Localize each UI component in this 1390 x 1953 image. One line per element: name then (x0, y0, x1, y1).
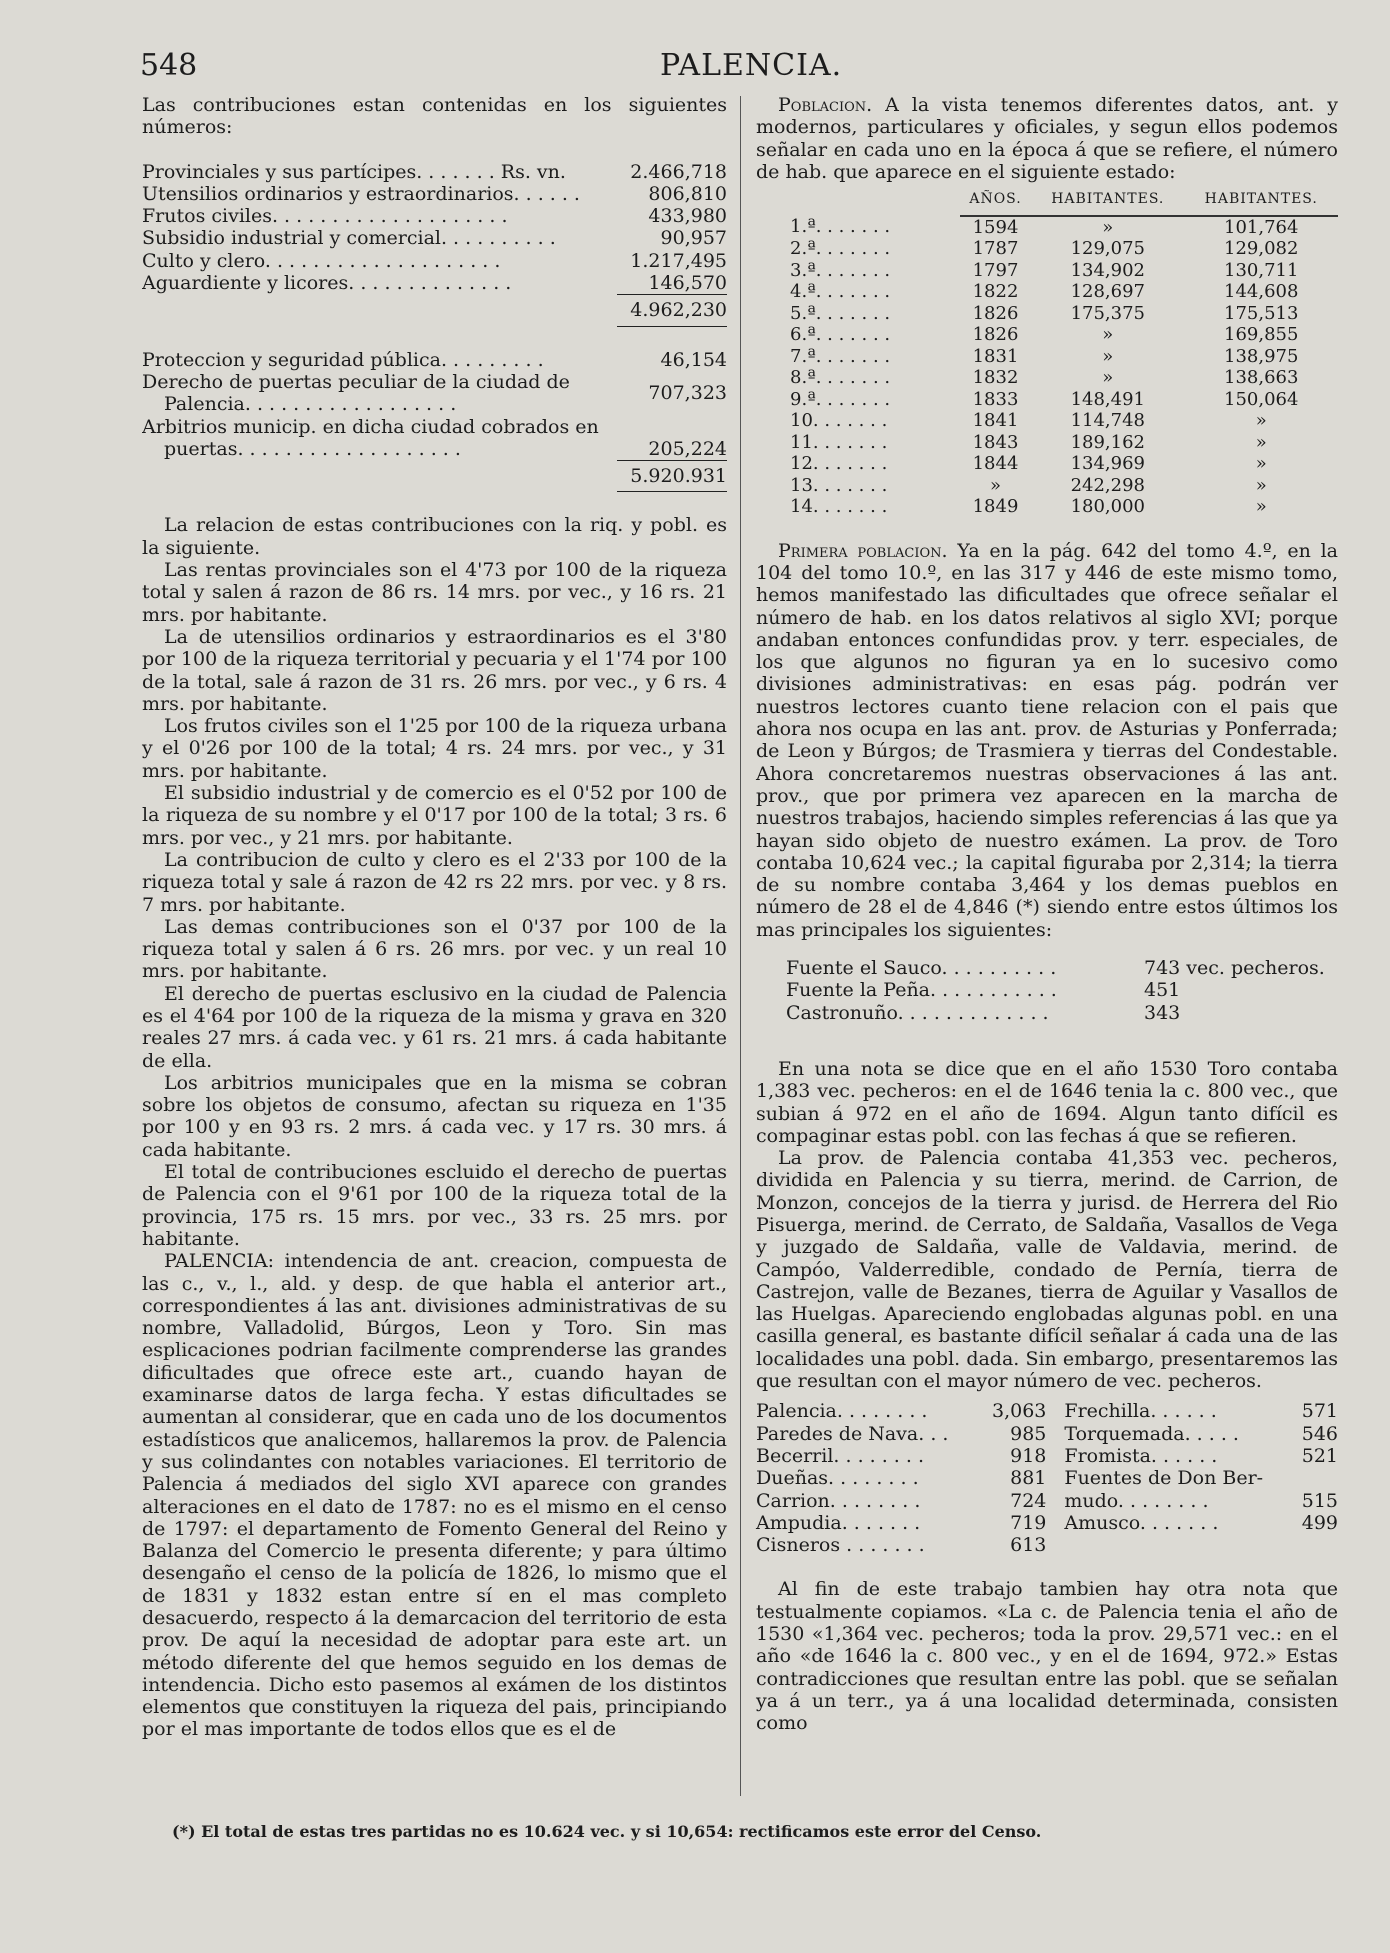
table-cell: Carrion. . . . . . . . (756, 1489, 921, 1512)
table-cell: 169,855 (1224, 324, 1299, 346)
table-cell: » (1255, 474, 1267, 496)
table-cell: 138,975 (1224, 345, 1299, 367)
table-row (756, 281, 1338, 303)
table-row (756, 1445, 1338, 1467)
table-cell: 138,663 (1224, 367, 1299, 389)
table-cell: 918 (1010, 1444, 1047, 1467)
table-cell: 134,902 (1070, 259, 1145, 281)
table-cell: 1831 (972, 345, 1019, 367)
paragraph: Las rentas provinciales son el 4'73 por 100 de la riqueza total y salen á razon de 86 rs. 14 mrs. por vec., y 16 rs. 21 mrs. por habitante. (142, 559, 727, 626)
table-cell: Dueñas. . . . . . . . (756, 1467, 919, 1490)
table-cell: » (1102, 367, 1114, 389)
table-cell: 881 (1010, 1467, 1047, 1490)
table-cell: 150,064 (1224, 388, 1299, 410)
table-row (756, 346, 1338, 368)
table-row (756, 260, 1338, 282)
table-cell: » (1255, 431, 1267, 453)
table-row (756, 1490, 1338, 1512)
table-cell: 242,298 (1070, 474, 1145, 496)
table-cell: » (1255, 453, 1267, 475)
table-cell: 1787 (972, 238, 1019, 260)
right-column (756, 94, 1338, 1735)
section-heading: Poblacion. (778, 94, 873, 116)
table-cell: » (1102, 216, 1114, 238)
table-cell: 1844 (972, 453, 1019, 475)
table-cell: 7.ª. . . . . . . (790, 345, 891, 367)
table-cell: 1826 (972, 324, 1019, 346)
table-cell: » (1102, 324, 1114, 346)
table-cell: 11. . . . . . . (790, 431, 888, 453)
table-cell: 129,075 (1070, 238, 1145, 260)
page-number: 548 (140, 48, 198, 83)
table-cell: Amusco. . . . . . . (1064, 1511, 1219, 1534)
contribution-row: Arbitrios municip. en dicha ciudad cobrados en puertas. . . . . . . . . . . . . . . . . . . 205,224 (142, 415, 727, 460)
paragraph: Los arbitrios municipales que en la misma se cobran sobre los objetos de consumo, afectan su riqueza en 1'35 por 100 y en 93 rs. 2 mrs. á cada vec. y 17 rs. 30 mrs. á cada habitante. (142, 1071, 727, 1161)
table-cell: 9.ª. . . . . . . (790, 388, 891, 410)
table-cell: Paredes de Nava. . . (756, 1422, 949, 1445)
paragraph: El subsidio industrial y de comercio es el 0'52 por 100 de la riqueza de su nombre y el 0'17 por 100 de la total; 3 rs. 6 mrs. por vec., y 21 mrs. por habitante. (142, 782, 727, 849)
poblacion-paragraph: Poblacion. A la vista tenemos diferentes datos, ant. y modernos, particulares y oficiales, y segun ellos podemos señalar en cada uno en la época á que se refiere, el número de hab. que aparece en el siguiente estado: (756, 94, 1338, 183)
table-cell: 515 (1301, 1489, 1338, 1512)
contributions-list (142, 161, 727, 295)
table-cell: 1849 (972, 496, 1019, 518)
left-column (142, 94, 727, 1741)
table-cell: » (1255, 496, 1267, 518)
page-header (0, 48, 1390, 88)
table-cell: 1797 (972, 259, 1019, 281)
table-cell: 1.ª. . . . . . . (790, 216, 891, 238)
table-cell: 985 (1010, 1422, 1047, 1445)
population-table (756, 183, 1338, 518)
paragraph: PALENCIA: intendencia de ant. creacion, compuesta de las c., v., l., ald. y desp. de que habla el anterior art., correspondientes á las ant. divisiones administrativas de su nombre, Valladolid, Búrgos, Leon y Toro. Sin mas esplicaciones podrian facilmente comprenderse las grandes dificultades que ofrece este art., cuando hayan de examinarse datos de larga fecha. Y estas dificultades se aumentan al considerar, que en cada uno de los documentos estadísticos que analicemos, hallaremos la prov. de Palencia y sus colindantes con notables variaciones. El territorio de Palencia á mediados del siglo XVI aparece con grandes alteraciones en el dato de 1787: no es el mismo en el censo de 1797: el departamento de Fomento General del Reino y Balanza del Comercio le presenta diferente; y para último desengaño el censo de la policía de 1826, lo mismo que el de 1831 y 1832 estan entre sí en el mas completo desacuerdo, respecto á la demarcacion del territorio de esta prov. De aquí la necesidad de adoptar para este art. un método diferente del que hemos seguido en los demas de intendencia. Dicho esto pasemos al exámen de los distintos elementos que constituyen la riqueza del pais, principiando por el mas importante de todos ellos que es el de (142, 1250, 727, 1741)
table-cell: 1826 (972, 302, 1019, 324)
contribution-row: Provinciales y sus partícipes. . . . . . . Rs. vn. 2.466,718 (142, 160, 727, 183)
paragraph: El total de contribuciones escluido el derecho de puertas de Palencia con el 9'61 por 100 de la riqueza total de la provincia, 175 rs. 15 mrs. por vec., 33 rs. 25 mrs. por habitante. (142, 1161, 727, 1250)
table-cell: 1833 (972, 388, 1019, 410)
table-row (756, 367, 1338, 389)
table-cell: 521 (1301, 1444, 1338, 1467)
paragraph: La contribucion de culto y clero es el 2'33 por 100 de la riqueza total y sale á razon de 42 rs 22 mrs. por vec. y 8 rs. 7 mrs. por habitante. (142, 848, 727, 916)
table-cell: 1843 (972, 431, 1019, 453)
table-cell: 144,608 (1224, 281, 1299, 303)
table-cell: 4.ª. . . . . . . (790, 281, 891, 303)
extra-contributions (142, 349, 727, 460)
table-cell (1064, 1534, 1295, 1556)
paragraph: La de utensilios ordinarios y estraordinarios es el 3'80 por 100 de la riqueza territorial y pecuaria y el 1'74 por 100 de la total, sale á razon de 31 rs. 26 mrs. por vec., y 6 rs. 4 mrs. por habitante. (142, 625, 727, 715)
table-row (756, 1512, 1338, 1534)
table-row (756, 1467, 1338, 1489)
table-cell: 12. . . . . . . (790, 453, 888, 475)
contribution-row: Utensilios ordinarios y estraordinarios. . . . . . 806,810 (142, 182, 727, 205)
table-row (756, 1423, 1338, 1445)
table-cell: 175,375 (1070, 302, 1145, 324)
table-cell: 499 (1301, 1511, 1338, 1534)
table-cell: 546 (1301, 1422, 1338, 1445)
primera-poblacion-paragraph: Primera poblacion. Ya en la pág. 642 del tomo 4.º, en la 104 del tomo 10.º, en las 317 y 446 de este mismo tomo, hemos manifestado las dificultades que ofrece señalar el número de hab. en los datos relativos al siglo XVI; porque andaban entonces confundidas prov. y terr. especiales, de los que algunos no figuran ya en lo sucesivo como divisiones administrativas: en esas pág. podrán ver nuestros lectores cuanto tiene relacion con el pais que ahora nos ocupa en las ant. prov. de Asturias y Ponferrada; de Leon y Búrgos; de Trasmiera y tierras del Condestable. Ahora concretaremos nuestras observaciones á las ant. prov., que por primera vez aparecen en la marcha de nuestros trabajos, haciendo simples referencias á las que ya hayan sido objeto de nuestro exámen. La prov. de Toro contaba 10,624 vec.; la capital figuraba por 2,314; la tierra de su nombre contaba 3,464 y los demas pueblos en número de 28 el de 4,846 (*) siendo entre estos últimos los mas principales los siguientes: (756, 539, 1338, 941)
table-row (756, 324, 1338, 346)
table-cell: 14. . . . . . . (790, 496, 888, 518)
table-row (756, 453, 1338, 475)
paragraph: La prov. de Palencia contaba 41,353 vec. pecheros, dividida en Palencia y su tierra, merind. de Carrion, de Monzon, concejos de la tierra y jurisd. de Herrera del Rio Pisuerga, merind. de Cerrato, de Saldaña, Vasallos de Vega y juzgado de Saldaña, valle de Valdavia, merind. de Campóo, Valderredible, condado de Pernía, tierra de Castrejon, valle de Bezanes, tierra de Aguilar y Vasallos de las Huelgas. Apareciendo englobadas algunas pobl. en una casilla general, es bastante difícil señalar á cada una de las localidades una pobl. dada. Sin embargo, presentaremos las que resultan con el mayor número de vec. pecheros. (756, 1147, 1338, 1393)
section-heading: Primera poblacion. (778, 539, 948, 562)
table-cell: » (1102, 345, 1114, 367)
table-cell: Frechilla. . . . . . (1064, 1400, 1217, 1423)
table-cell: 148,491 (1070, 388, 1145, 410)
table-cell (1296, 1534, 1338, 1556)
table-cell: Cisneros . . . . . . . (756, 1534, 925, 1557)
list-item: Fuente la Peña. . . . . . . . . . . 451 (786, 979, 1181, 1002)
column-header: HABITANTES. (1185, 183, 1338, 216)
table-row (756, 216, 1338, 239)
table-cell: 719 (1010, 1511, 1047, 1534)
contribution-row: Proteccion y seguridad pública. . . . . . . . . 46,154 (142, 348, 727, 371)
table-cell: 2.ª. . . . . . . (790, 238, 891, 260)
table-cell: Palencia. . . . . . . . (756, 1400, 928, 1423)
table-cell: 613 (1010, 1534, 1047, 1557)
table-cell: Torquemada. . . . . (1064, 1422, 1239, 1445)
paragraph: El derecho de puertas esclusivo en la ciudad de Palencia es el 4'64 por 100 de la riqueza de la misma y grava en 320 reales 27 mrs. á cada vec. y 61 rs. 21 mrs. á cada habitante de ella. (142, 982, 727, 1072)
table-cell: 1594 (972, 216, 1019, 238)
list-item: Fuente el Sauco. . . . . . . . . . 743 vec. pecheros. (786, 957, 1325, 980)
table-cell: » (1255, 410, 1267, 432)
table-row (756, 389, 1338, 411)
table-cell: 1832 (972, 367, 1019, 389)
table-cell: 1822 (972, 281, 1019, 303)
table-row (756, 496, 1338, 518)
table-row (756, 238, 1338, 260)
contribution-row: Subsidio industrial y comercial. . . . . . . . . . 90,957 (142, 227, 727, 250)
table-cell: 134,969 (1070, 453, 1145, 475)
table-cell: 3.ª. . . . . . . (790, 259, 891, 281)
table-cell: mudo. . . . . . . . (1064, 1489, 1209, 1512)
table-header (756, 183, 1338, 216)
paragraph: La relacion de estas contribuciones con la riq. y pobl. es la siguiente. (142, 514, 727, 559)
table-cell: 128,697 (1070, 281, 1145, 303)
paragraph: Las demas contribuciones son el 0'37 por 100 de la riqueza total y salen á 6 rs. 26 mrs. por vec. y un real 10 mrs. por habitante. (142, 915, 727, 983)
contribution-row: Culto y clero. . . . . . . . . . . . . . . . . . . . 1.217,495 (142, 249, 727, 272)
table-cell: 5.ª. . . . . . . (790, 302, 891, 324)
table-cell: Becerril. . . . . . . . (756, 1444, 925, 1467)
intro-text: Las contribuciones estan contenidas en los siguientes números: (142, 94, 727, 139)
grand-total: 5.920.931 (630, 465, 727, 488)
list-item: Castronuño. . . . . . . . . . . . . 343 (786, 1001, 1181, 1024)
table-cell: » (990, 474, 1002, 496)
footnote: (*) El total de estas tres partidas no es 10.624 vec. y si 10,654: rectificamos este error del Censo. (172, 1822, 1042, 1841)
table-cell: 13. . . . . . . (790, 474, 888, 496)
towns-list (786, 957, 1338, 1024)
table-cell: 101,764 (1224, 216, 1299, 238)
table-cell: Fromista. . . . . . (1064, 1444, 1218, 1467)
column-divider (740, 96, 741, 1796)
table-cell: 114,748 (1070, 410, 1145, 432)
table-cell: 180,000 (1070, 496, 1145, 518)
table-cell: 724 (1010, 1489, 1047, 1512)
contribution-row: Aguardiente y licores. . . . . . . . . . . . . . 146,570 (142, 272, 727, 295)
paragraph: En una nota se dice que en el año 1530 Toro contaba 1,383 vec. pecheros: en el de 1646 tenia la c. 800 vec., que subian á 972 en el año de 1694. Algun tanto difícil es compaginar estas pobl. con las fechas á que se refieren. (756, 1057, 1338, 1147)
table-row (756, 1400, 1338, 1422)
contribution-row: Frutos civiles. . . . . . . . . . . . . . . . . . . . 433,980 (142, 205, 727, 228)
page-title: PALENCIA. (660, 48, 843, 83)
table-cell: Ampudia. . . . . . . (756, 1511, 921, 1534)
table-cell (1296, 1467, 1338, 1489)
table-cell: 130,711 (1224, 259, 1299, 281)
subtotal: 4.962,230 (630, 299, 727, 322)
table-row (756, 475, 1338, 497)
contribution-row: Derecho de puertas peculiar de la ciudad de Palencia. . . . . . . . . . . . . . . . . . 707,323 (142, 370, 727, 416)
table-cell: 189,162 (1070, 431, 1145, 453)
table-cell: 10. . . . . . . (790, 410, 888, 432)
table-row (756, 1534, 1338, 1556)
table-row (756, 410, 1338, 432)
table-cell: Fuentes de Don Ber- (1064, 1467, 1264, 1490)
table-cell: 8.ª. . . . . . . (790, 367, 891, 389)
table-cell: 1841 (972, 410, 1019, 432)
table-cell: 129,082 (1224, 238, 1299, 260)
places-table (756, 1400, 1338, 1556)
paragraph: Al fin de este trabajo tambien hay otra nota que testualmente copiamos. «La c. de Palencia tenia el año de 1530 «1,364 vec. pecheros; toda la prov. 29,571 vec.: en el año «de 1646 la c. 800 vec., y en el de 1694, 972.» Estas contradicciones que resultan entre las pobl. que se señalan ya á un terr., ya á una localidad determinada, consisten como (756, 1578, 1338, 1735)
table-cell: 571 (1301, 1400, 1338, 1423)
table-row (756, 432, 1338, 454)
table-body (756, 216, 1338, 518)
table-cell: 3,063 (991, 1400, 1047, 1423)
table-cell: 175,513 (1224, 302, 1299, 324)
column-header: AÑOS. (960, 183, 1031, 216)
table-row (756, 303, 1338, 325)
column-header: HABITANTES. (1031, 183, 1184, 216)
table-cell: 6.ª. . . . . . . (790, 324, 891, 346)
paragraph: Los frutos civiles son el 1'25 por 100 de la riqueza urbana y el 0'26 por 100 de la total; 4 rs. 24 mrs. por vec., y 31 mrs. por habitante. (142, 715, 727, 782)
